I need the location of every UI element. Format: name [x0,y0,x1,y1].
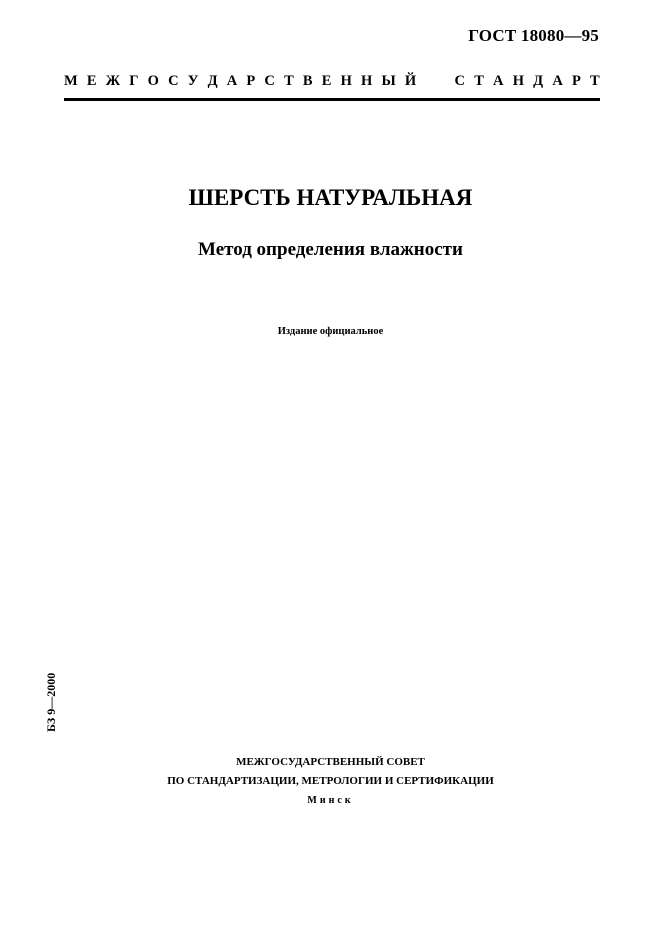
banner-letter: О [147,73,159,89]
edition-note: Издание официальное [277,326,384,337]
banner-letter: Т [590,73,600,89]
banner-letter: С [454,73,466,89]
banner-letter: С [264,73,275,89]
banner-letter: Т [474,73,484,89]
banner-letter: Г [129,73,139,89]
banner-letter: М [64,73,78,89]
banner-letter: А [552,73,563,89]
banner-letter: Т [284,73,294,89]
publisher-line-1: МЕЖГОСУДАРСТВЕННЫЙ СОВЕТ [236,756,425,768]
banner-word-gap [425,73,445,90]
banner-letter: Р [571,73,581,89]
banner-letter: Е [86,73,97,89]
banner-letter: С [168,73,179,89]
banner-letter: Н [340,73,352,89]
publisher-city: Минск [307,795,354,806]
banner-letter: У [187,73,199,89]
header-rule [64,98,600,101]
document-title: ШЕРСТЬ НАТУРАЛЬНАЯ [188,185,473,210]
banner-letter: Д [207,73,218,89]
banner-letter: Й [404,73,417,89]
banner-letter: Р [246,73,256,89]
banner-letter: А [226,73,238,89]
publisher-line-2: ПО СТАНДАРТИЗАЦИИ, МЕТРОЛОГИИ И СЕРТИФИКАЦИИ [167,775,494,787]
document-subtitle: Метод определения влажности [198,239,463,260]
banner-letter: Е [321,73,332,89]
side-catalog-code: БЗ 9—2000 [44,672,58,732]
banner-letter: Н [512,73,524,89]
banner-letter: А [493,73,504,89]
banner-letter: В [302,73,313,89]
banner-letter: Д [533,73,544,89]
banner-letter: Ы [381,73,396,89]
standard-banner [64,73,600,90]
banner-letter: Ж [105,73,121,89]
publisher-block [0,753,661,810]
document-code: ГОСТ 18080—95 [468,26,599,45]
banner-letter: Н [361,73,373,89]
